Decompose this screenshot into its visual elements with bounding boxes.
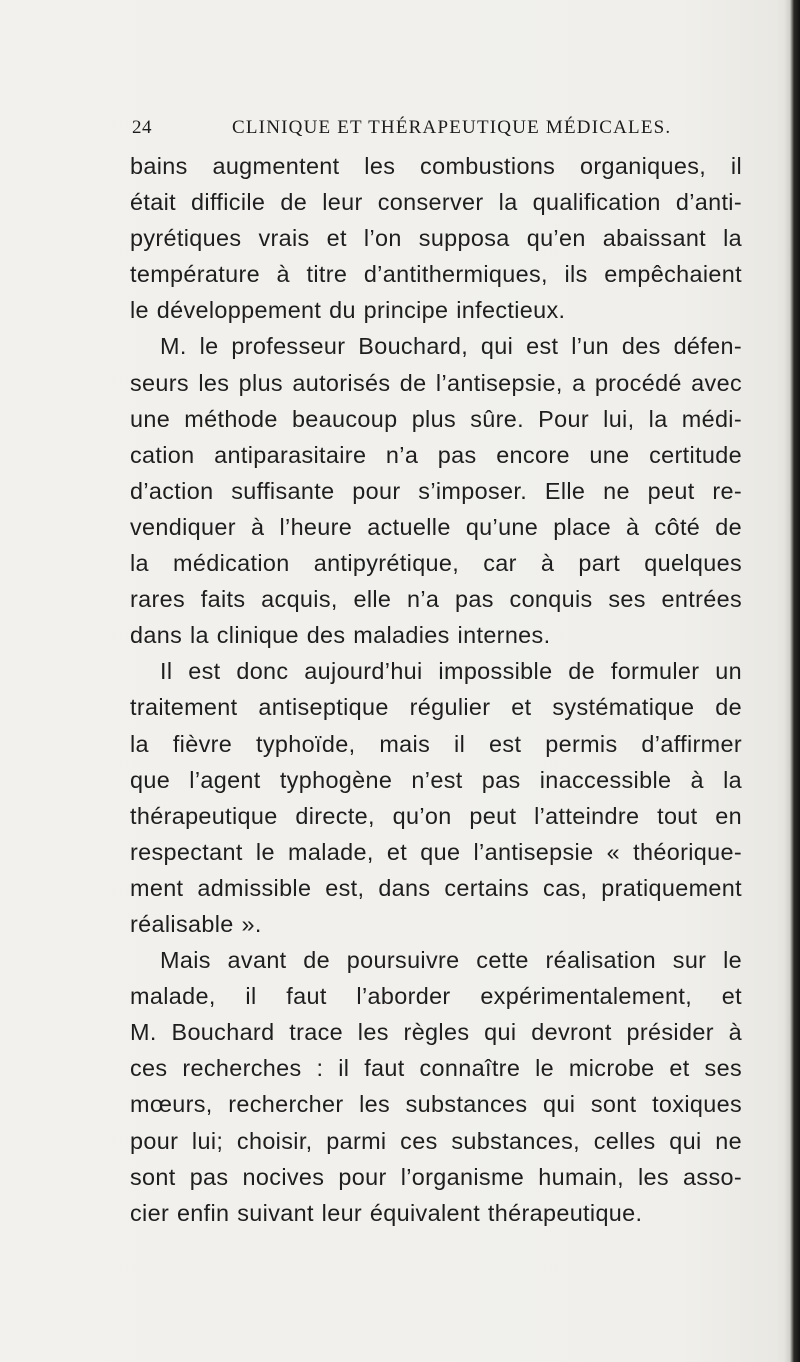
text-line: Il est donc aujourd’hui impossible de formuler un <box>160 658 742 685</box>
text-line: cation antiparasitaire n’a pas encore une certitude <box>130 441 742 468</box>
page-header <box>130 117 730 147</box>
paragraph <box>130 653 742 942</box>
page-edge <box>790 0 800 1362</box>
text-line: M. Bouchard trace les règles qui devront présider à <box>130 1019 742 1046</box>
paragraph <box>130 148 742 328</box>
text-line: sont pas nocives pour l’organisme humain, les asso- <box>130 1163 742 1190</box>
text-line: que l’agent typhogène n’est pas inaccessible à la <box>130 766 742 793</box>
text-line: la fièvre typhoïde, mais il est permis d’affirmer <box>130 730 742 757</box>
text-line: la médication antipyrétique, car à part quelques <box>130 550 742 577</box>
text-line: vendiquer à l’heure actuelle qu’une place à côté de <box>130 513 742 540</box>
text-line: M. le professeur Bouchard, qui est l’un des défen- <box>160 333 742 360</box>
text-line: une méthode beaucoup plus sûre. Pour lui, la médi- <box>130 405 742 432</box>
text-line: mœurs, rechercher les substances qui sont toxiques <box>130 1091 742 1118</box>
text-line: bains augmentent les combustions organiques, il <box>130 153 742 179</box>
text-line: malade, il faut l’aborder expérimentalement, et <box>130 983 742 1010</box>
text-line: Mais avant de poursuivre cette réalisation sur le <box>160 947 742 974</box>
text-line: pyrétiques vrais et l’on supposa qu’en abaissant la <box>130 225 742 252</box>
text-line: seurs les plus autorisés de l’antisepsie, a procédé avec <box>130 369 742 396</box>
text-line: respectant le malade, et que l’antisepsie « théorique- <box>130 838 742 865</box>
text-line: ment admissible est, dans certains cas, pratiquement <box>130 874 742 901</box>
paragraph <box>130 942 742 1231</box>
text-line: réalisable ». <box>130 910 262 937</box>
text-line: le développement du principe infectieux. <box>130 297 566 324</box>
paragraph <box>130 328 742 653</box>
page-number: 24 <box>132 117 152 138</box>
text-line: était difficile de leur conserver la qualification d’anti- <box>130 189 742 216</box>
text-line: température à titre d’antithermiques, ils empêchaient <box>130 261 742 288</box>
text-line: thérapeutique directe, qu’on peut l’atteindre tout en <box>130 802 742 829</box>
text-line: cier enfin suivant leur équivalent thérapeutique. <box>130 1199 643 1226</box>
text-line: traitement antiseptique régulier et systématique de <box>130 694 742 721</box>
text-line: pour lui; choisir, parmi ces substances, celles qui ne <box>130 1127 742 1154</box>
text-line: d’action suffisante pour s’imposer. Elle ne peut re- <box>130 477 742 504</box>
text-line: dans la clinique des maladies internes. <box>130 622 551 649</box>
body-text <box>130 148 742 1231</box>
running-title: CLINIQUE ET THÉRAPEUTIQUE MÉDICALES. <box>232 117 672 138</box>
text-line: rares faits acquis, elle n’a pas conquis ses entrées <box>130 586 742 613</box>
text-line: ces recherches : il faut connaître le microbe et ses <box>130 1055 742 1082</box>
